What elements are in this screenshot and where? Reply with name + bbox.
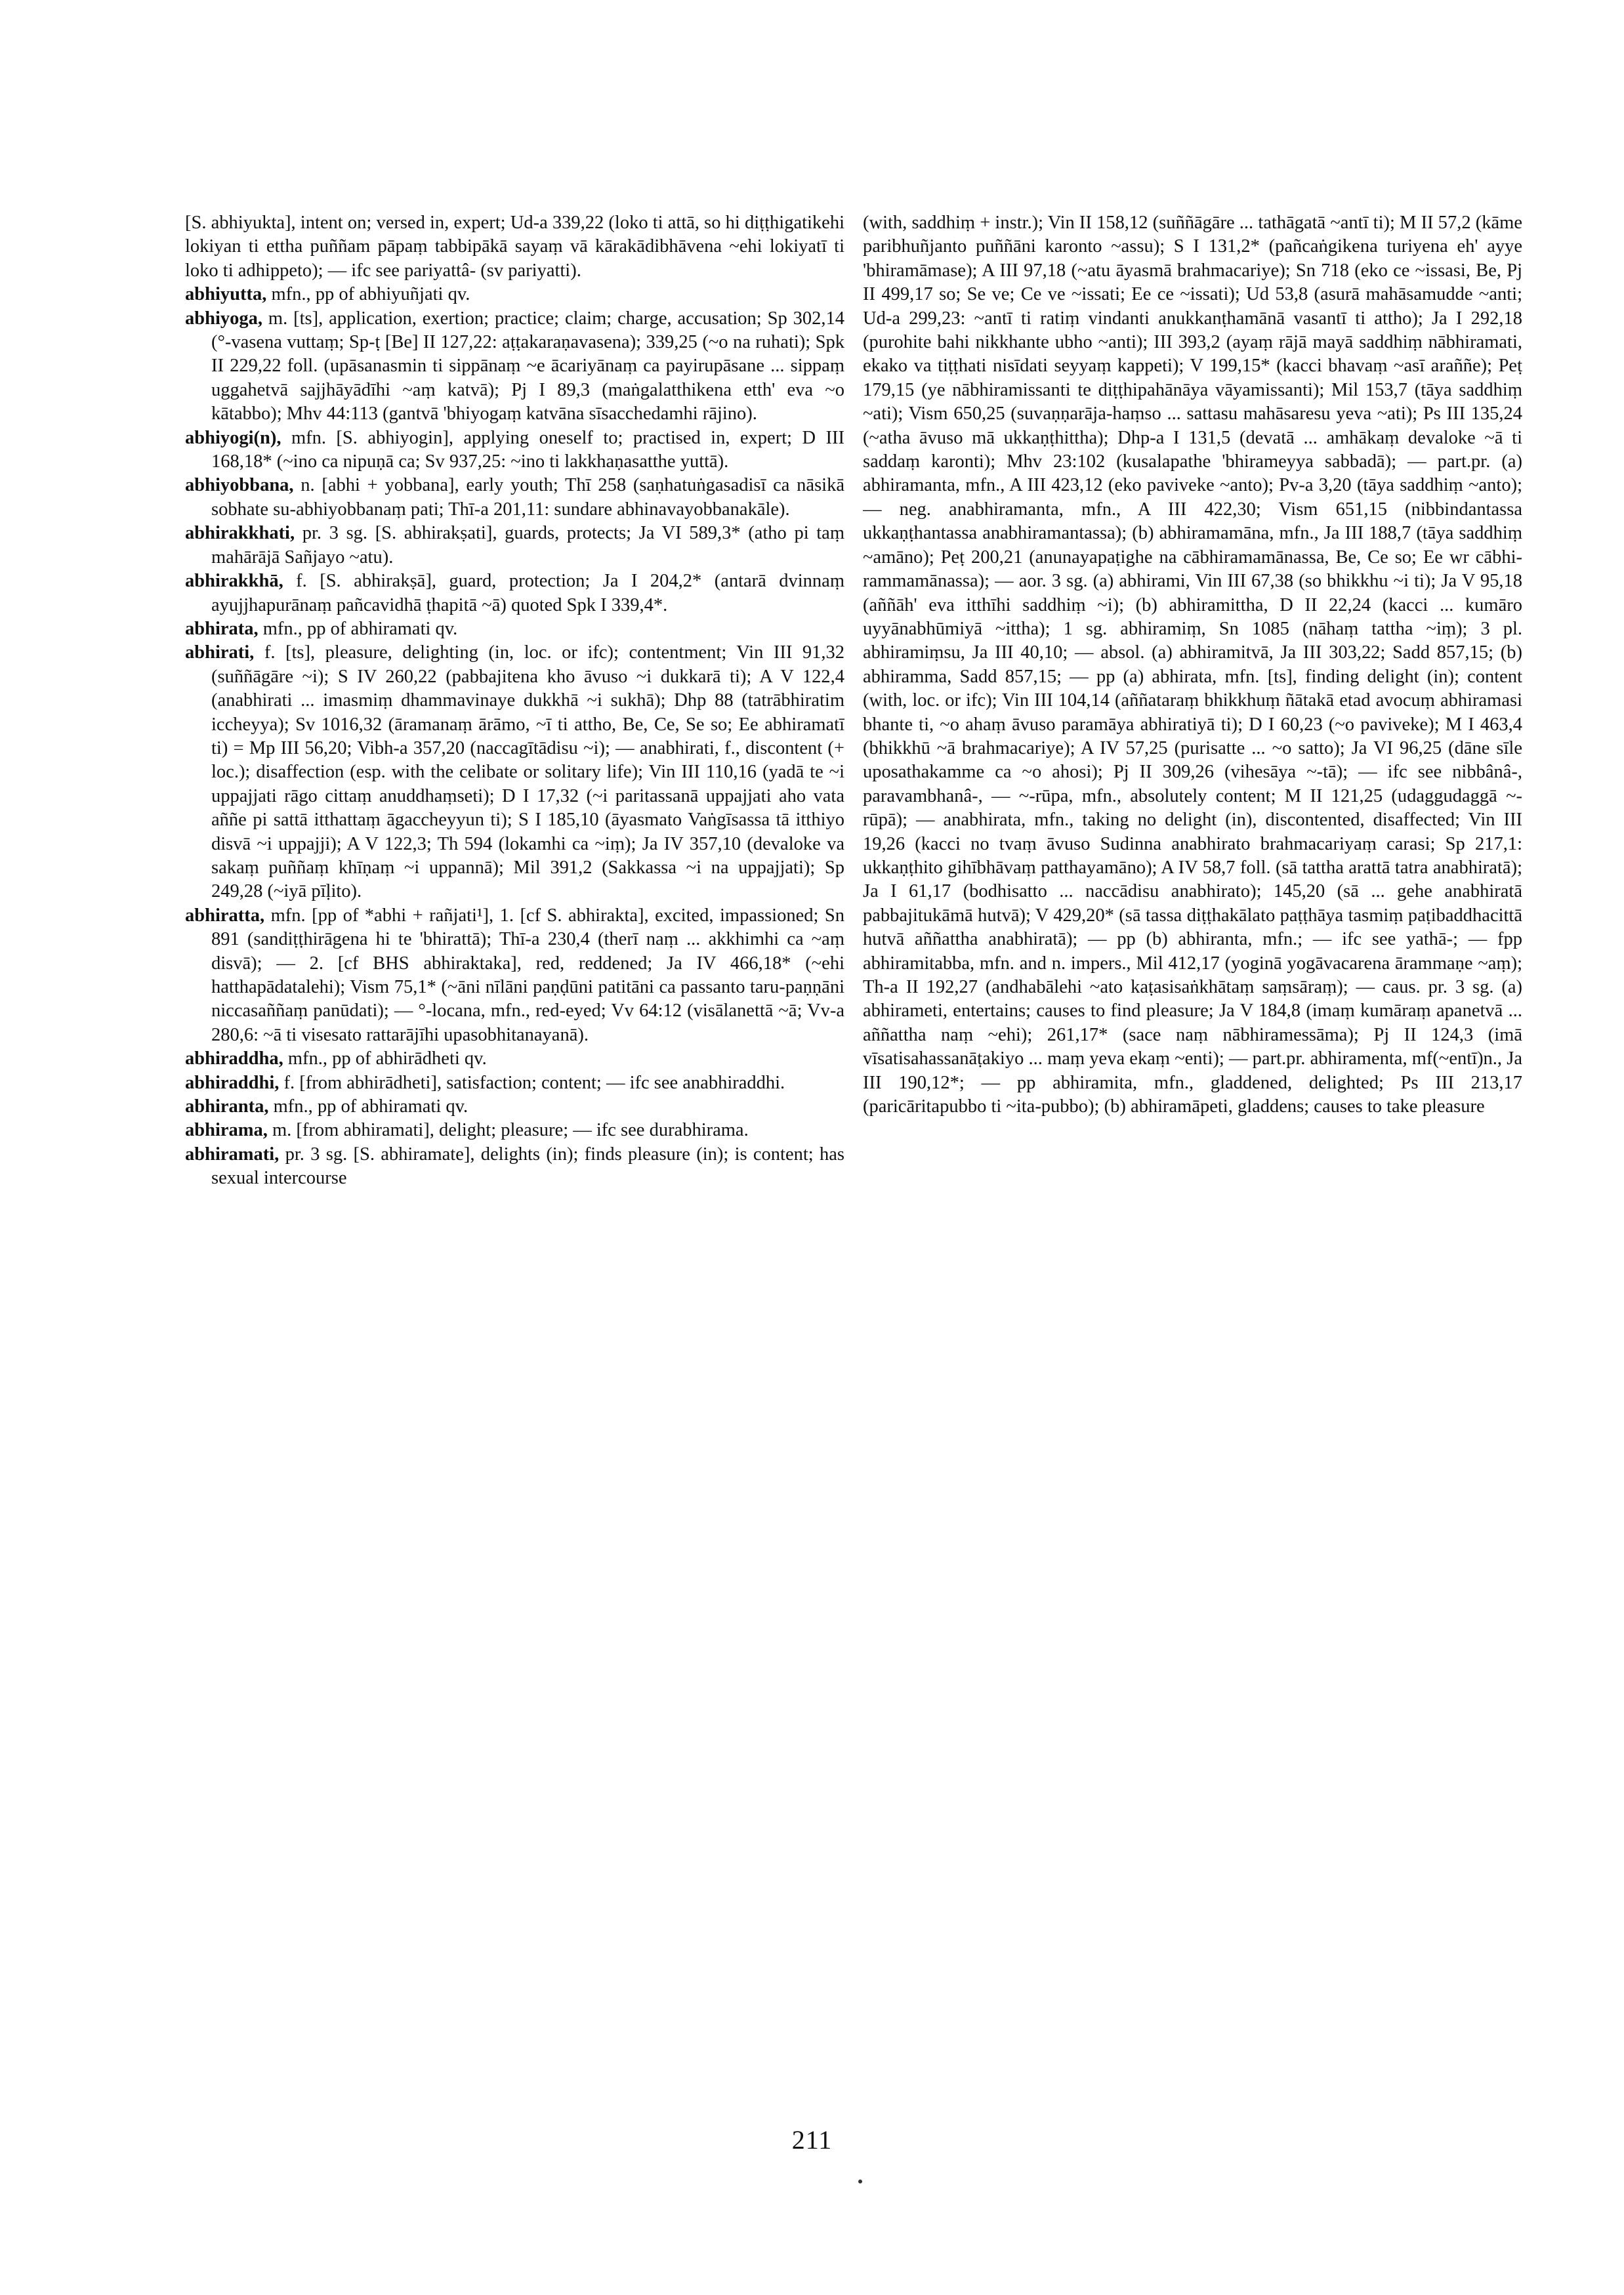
page-number: 211 — [791, 2125, 833, 2155]
entry-headword: abhiyutta, — [185, 284, 267, 305]
entry-definition: mfn., pp of abhiramati qv. — [268, 1096, 468, 1117]
entry-definition: m. [ts], application, exertion; practice; claim; charge, accusation; Sp 302,14 (°-vasena vuttaṃ; Sp-ṭ [Be] II 127,22: aṭṭakaraṇavasena); 339,25 (~o na ruhati); Spk II 229,22 foll. (upāsanasmin ti sippānaṃ ~e ācariyānaṃ ca payirupāsane ... sippaṃ uggahetvā sajjhāyādīhi ~aṃ katvā); Pj I 89,3 (maṅgalatthikena etth' eva ~o kātabbo); Mhv 44:113 (gantvā 'bhiyogaṃ katvāna sīsacchedamhi rājino). — [211, 308, 844, 424]
entry-list — [185, 283, 844, 1190]
entry-definition: pr. 3 sg. [S. abhirakṣati], guards, protects; Ja VI 589,3* (atho pi taṃ mahārājā Sañjayo ~atu). — [211, 523, 844, 568]
dictionary-entry — [185, 617, 844, 641]
dictionary-entry — [185, 904, 844, 1047]
entry-headword: abhiraddha, — [185, 1048, 283, 1069]
entry-headword: abhiraddhi, — [185, 1072, 280, 1093]
entry-definition: mfn. [pp of *abhi + rañjati¹], 1. [cf S. abhirakta], excited, impassioned; Sn 891 (sandiṭṭhirāgena hi te 'bhirattā); Thī-a 230,4 (therī naṃ ... akkhimhi ca ~aṃ disvā); — 2. [cf BHS abhiraktaka], red, reddened; Ja IV 466,18* (~ehi hatthapādatalehi); Vism 75,1* (~āni nīlāni paṇḍūni patitāni ca passanto taru-paṇṇāni niccasaññaṃ panūdati); — °-locana, mfn., red-eyed; Vv 64:12 (visālanettā ~ā; Vv-a 280,6: ~ā ti visesato rattarājīhi upasobhitanayanā). — [211, 905, 844, 1045]
entry-headword: abhiyoga, — [185, 308, 262, 329]
entry-definition: f. [ts], pleasure, delighting (in, loc. or ifc); contentment; Vin III 91,32 (suññāgāre ~i); S IV 260,22 (pabbajitena kho āvuso ~i dukkarā ti); A V 122,4 (anabhirati ... imasmiṃ dhammavinaye dukkhā ~i sukhā); Dhp 88 (tatrābhiratim iccheyya); Sv 1016,32 (āramanaṃ ārāmo, ~ī ti attho, Be, Ce, Se so; Ee abhiramatī ti) = Mp III 56,20; Vibh-a 357,20 (naccagītādisu ~i); — anabhirati, f., discontent (+ loc.); disaffection (esp. with the celibate or solitary life); Vin III 110,16 (yadā te ~i uppajjati rāgo cittaṃ anuddhaṃseti); D I 17,32 (~i paritassanā uppajjati aho vata aññe pi sattā itthattaṃ āgaccheyyun ti); S I 185,10 (āyasmato Vaṅgīsassa tā itthiyo disvā ~i uppajji); A V 122,3; Th 594 (lokamhi ca ~iṃ); Ja IV 357,10 (devaloke va sakaṃ puññaṃ khīṇaṃ ~i uppannā); Mil 391,2 (Sakkassa ~i na uppajjati); Sp 249,28 (~iyā pīḷito). — [211, 642, 844, 902]
entry-definition: pr. 3 sg. [S. abhiramate], delights (in); finds pleasure (in); is content; has sexual intercourse — [211, 1144, 844, 1189]
dictionary-entry — [185, 426, 844, 474]
entry-headword: abhiramati, — [185, 1144, 280, 1165]
entry-definition: n. [abhi + yobbana], early youth; Thī 258 (saṇhatuṅgasadisī ca nāsikā sobhate su-abhiyobbanaṃ pati; Thī-a 201,11: sundare abhinavayobbanakāle). — [211, 475, 844, 520]
dictionary-entry — [185, 307, 844, 426]
left-column — [185, 211, 844, 2212]
dictionary-entry — [185, 1071, 844, 1095]
dictionary-entry — [185, 1119, 844, 1142]
entry-definition: f. [S. abhirakṣā], guard, protection; Ja I 204,2* (antarā dvinnaṃ ayujjhapurānaṃ pañcavidhā ṭhapitā ~ā) quoted Spk I 339,4*. — [211, 571, 844, 615]
speck-mark — [858, 2180, 862, 2183]
entry-headword: abhirakkhati, — [185, 523, 295, 544]
right-column-text: (with, saddhiṃ + instr.); Vin II 158,12 (suññāgāre ... tathāgatā ~antī ti); M II 57,2 (kāme paribhuñjanto puññāni karonto ~assu); S I 131,2* (pañcaṅgikena turiyena eh' ayye 'bhiramāmase); A III 97,18 (~atu āyasmā brahmacariye); Sn 718 (eko ce ~issasi, Be, Pj II 499,17 so; Se ve; Ce ve ~issati; Ee ce ~issati); Ud 53,8 (asurā mahāsamudde ~anti; Ud-a 299,23: ~antī ti ratiṃ vindanti anukkanṭhamānā vasantī ti attho); Ja I 292,18 (purohite bahi nikkhante ubho ~anti); III 393,2 (ayaṃ rājā mayā saddhiṃ nābhiramati, ekako va tiṭṭhati nisīdati seyyaṃ kappeti); V 199,15* (kacci bhavaṃ ~asī araññe); Peṭ 179,15 (ye nābhiramissanti te diṭṭhipahānāya vāyamissanti); Mil 153,7 (tāya saddhiṃ ~ati); Vism 650,25 (suvaṇṇarāja-haṃso ... sattasu mahāsaresu yeva ~ati); Ps III 135,24 (~atha āvuso mā ukkaṇṭhittha); Dhp-a I 131,5 (devatā ... amhākaṃ devaloke ~ā ti saddaṃ karonti); Mhv 23:102 (kusalapathe 'bhirameyya sabbadā); — part.pr. (a) abhiramanta, mfn., A III 423,12 (eko paviveke ~anto); Pv-a 3,20 (tāya saddhiṃ ~anto); — neg. anabhiramanta, mfn., A III 422,30; Vism 651,15 (nibbindantassa ukkaṇṭhantassa anabhiramantassa); (b) abhiramamāna, mfn., Ja III 188,7 (tāya saddhiṃ ~amāno); Peṭ 200,21 (anunayapaṭighe na cābhiramamānassa, Be, Ce so; Ee wr cābhi-rammamānassa); — aor. 3 sg. (a) abhirami, Vin III 67,38 (so bhikkhu ~i ti); Ja V 95,18 (aññāh' eva itthīhi saddhiṃ ~i); (b) abhiramittha, D II 22,24 (kacci ... kumāro uyyānabhūmiyā ~ittha); 1 sg. abhiramiṃ, Sn 1085 (nāhaṃ tattha ~iṃ); 3 pl. abhiramiṃsu, Ja III 40,10; — absol. (a) abhiramitvā, Ja III 303,22; Sadd 857,15; (b) abhiramma, Sadd 857,15; — pp (a) abhirata, mfn. [ts], finding delight (in); content (with, loc. or ifc); Vin III 104,14 (aññataraṃ bhikkhuṃ ñātakā etad avocuṃ abhiramasi bhante ti, ~o ahaṃ āvuso paramāya abhiratiyā ti); D I 60,23 (~o paviveke); M I 463,4 (bhikkhū ~ā brahmacariye); A IV 57,25 (purisatte ... ~o satto); Ja VI 96,25 (dāne sīle uposathakamme ca ~o ahosi); Pj II 309,26 (vihesāya ~-tā); — ifc see nibbânâ-, paravambhanâ-, — ~-rūpa, mfn., absolutely content; M II 121,25 (udaggudaggā ~-rūpā); — anabhirata, mfn., taking no delight (in), discontented, disaffected; Vin III 19,26 (kacci no tvaṃ āvuso Sudinna anabhirato brahmacariyaṃ carasi; Sp 217,1: ukkaṇṭhito gihībhāvaṃ patthayamāno); A IV 58,7 foll. (sā tattha arattā tatra anabhiratā); Ja I 61,17 (bodhisatto ... naccādisu anabhirato); 145,20 (sā ... gehe anabhiratā pabbajitukāmā hutvā); V 429,20* (sā tassa diṭṭhakālato paṭṭhāya tasmiṃ paṭibaddhacittā hutvā aññattha anabhiratā); — pp (b) abhiranta, mfn.; — ifc see yathā-; — fpp abhiramitabba, mfn. and n. impers., Mil 412,17 (yoginā yogāvacarena ārammaṇe ~aṃ); Th-a II 192,27 (andhabālehi ~ato kaṭasisaṅkhātaṃ saṃsāraṃ); — caus. pr. 3 sg. (a) abhirameti, entertains; causes to find pleasure; Ja V 184,8 (imaṃ kumāraṃ apanetvā ... aññattha naṃ ~ehi); 261,17* (sace naṃ nābhiramessāma); Pj II 124,3 (imā vīsatisahassanāṭakiyo ... maṃ yeva ekaṃ ~enti); — part.pr. abhiramenta, mf(~entī)n., Ja III 190,12*; — pp abhiramita, mfn., gladdened, delighted; Ps III 213,17 (paricāritapubbo ti ~ita-pubbo); (b) abhiramāpeti, gladdens; causes to take pleasure — [863, 213, 1522, 1117]
entry-headword: abhiranta, — [185, 1096, 269, 1117]
entry-headword: abhirata, — [185, 618, 259, 639]
entry-definition: mfn. [S. abhiyogin], applying oneself to; practised in, expert; D III 168,18* (~ino ca nipuṇā ca; Sv 937,25: ~ino ti lakkhaṇasatthe yuttā). — [211, 427, 844, 472]
entry-headword: abhirati, — [185, 642, 255, 663]
entry-headword: abhirakkhā, — [185, 571, 283, 592]
dictionary-entry — [185, 283, 844, 306]
entry-headword: abhiratta, — [185, 905, 265, 926]
dictionary-entry — [185, 474, 844, 522]
entry-headword: abhiyobbana, — [185, 475, 294, 496]
dictionary-entry — [185, 1047, 844, 1071]
dictionary-entry — [185, 569, 844, 617]
left-column-continuation: [S. abhiyukta], intent on; versed in, expert; Ud-a 339,22 (loko ti attā, so hi diṭṭhigatikehi lokiyan ti ettha puññam pāpaṃ tabbipākā sayaṃ vā kārakādibhāvena ~ehi lokiyatī ti loko ti adhippeto); — ifc see pariyattâ- (sv pariyatti). — [185, 213, 844, 281]
dictionary-entry — [185, 522, 844, 569]
entry-headword: abhirama, — [185, 1120, 268, 1141]
dictionary-entry — [185, 641, 844, 903]
dictionary-entry — [185, 1143, 844, 1191]
entry-definition: mfn., pp of abhiramati qv. — [258, 618, 458, 639]
entry-headword: abhiyogi(n), — [185, 427, 281, 448]
dictionary-entry — [185, 1095, 844, 1119]
entry-definition: mfn., pp of abhiyuñjati qv. — [266, 284, 470, 305]
entry-definition: m. [from abhiramati], delight; pleasure; — ifc see durabhirama. — [267, 1120, 749, 1141]
right-column — [863, 211, 1522, 2212]
entry-definition: mfn., pp of abhirādheti qv. — [283, 1048, 487, 1069]
entry-definition: f. [from abhirādheti], satisfaction; content; — ifc see anabhiraddhi. — [279, 1072, 785, 1093]
